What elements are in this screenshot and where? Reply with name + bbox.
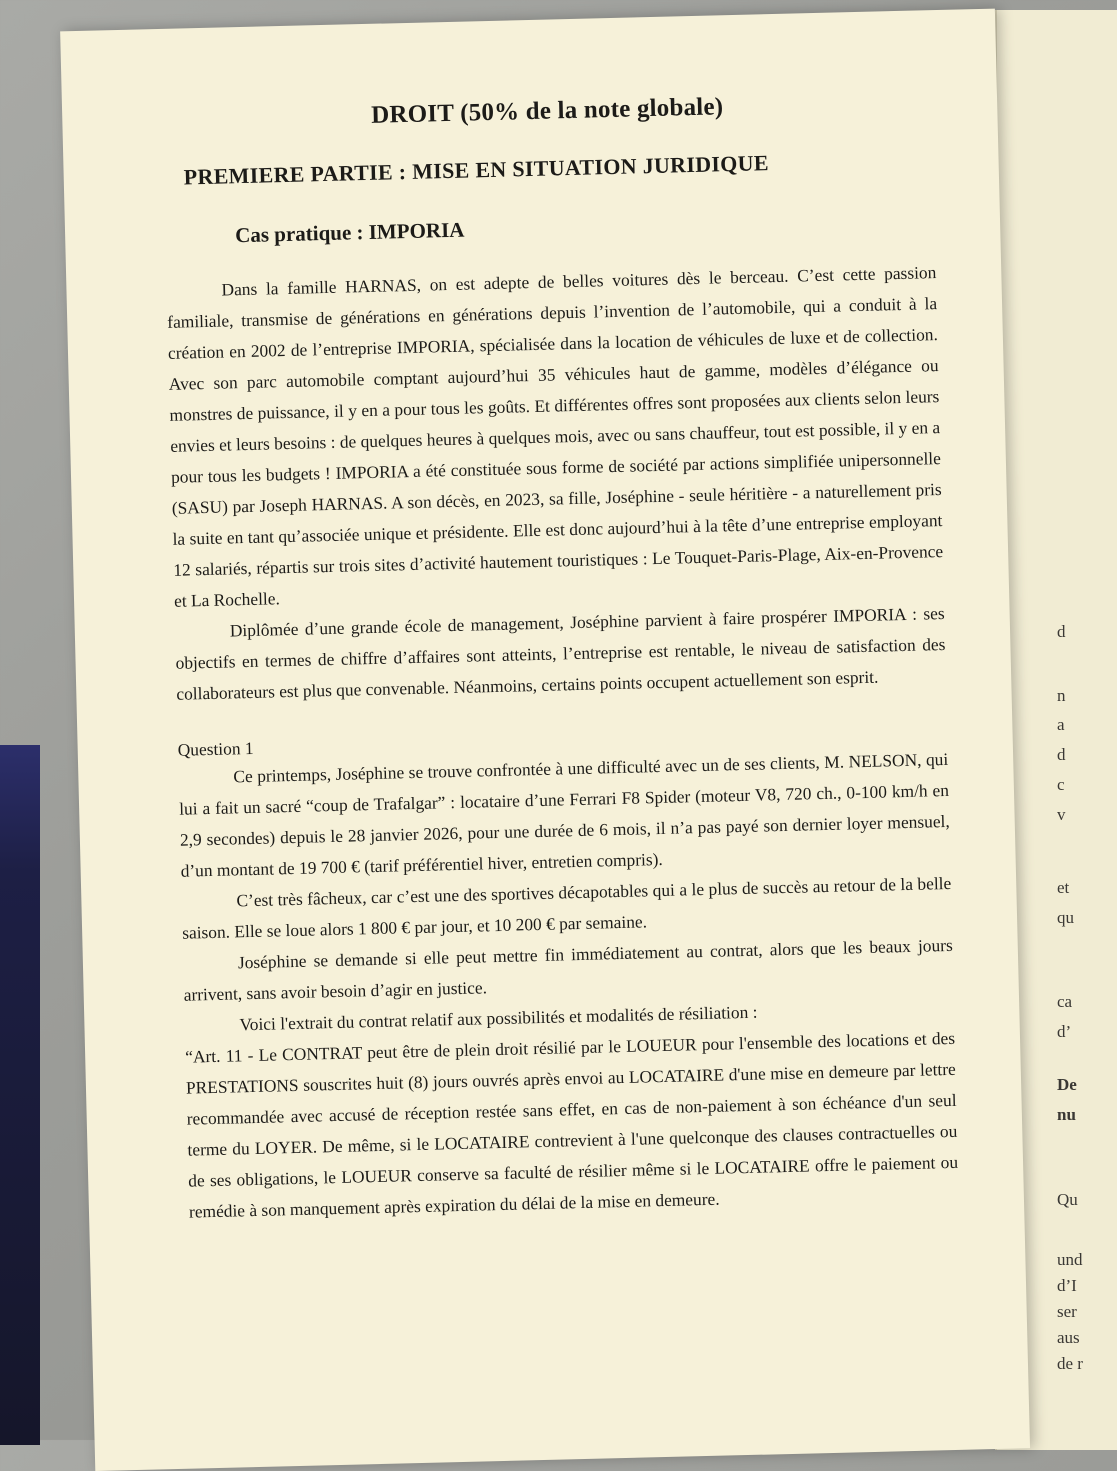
adjacent-text: c xyxy=(1057,775,1065,794)
adjacent-text: nu xyxy=(1057,1105,1076,1124)
adjacent-text: De xyxy=(1057,1075,1077,1094)
page-content xyxy=(162,88,959,1227)
background-object xyxy=(0,745,40,1445)
adjacent-text: und xyxy=(1057,1250,1083,1269)
adjacent-text: d’I xyxy=(1057,1276,1077,1295)
adjacent-text: d xyxy=(1057,622,1066,641)
intro-paragraph: Diplômée d’une grande école de management, Joséphine parvient à faire prospérer IMPORIA : ses objectifs en termes de chiffre d’affaires sont atteints, l’entreprise est rentable, le niveau de satisfaction des collaborateurs est plus que convenable. Néanmoins, certains points occupent actuellement son esprit. xyxy=(175,602,946,704)
adjacent-text: qu xyxy=(1057,908,1074,927)
document-page xyxy=(60,9,1030,1471)
adjacent-text: d’ xyxy=(1057,1022,1072,1041)
adjacent-text: et xyxy=(1057,878,1070,897)
document-title: DROIT (50% de la note globale) xyxy=(370,93,724,129)
intro-paragraph: Dans la famille HARNAS, on est adepte de belles voitures dès le berceau. C’est cette passion familiale, transmise de générations en générations depuis l’invention de l’automobile, qui a conduit à la création en 2002 de l’entreprise IMPORIA, spécialisée dans la location de véhicules de luxe et de collection. Avec son parc automobile comptant aujourd’hui 35 véhicules haut de gamme, modèles d’élégance ou monstres de puissance, il y en a pour tous les goûts. Et différentes offres sont proposées aux clients selon leurs envies et leurs besoins : de quelques heures à quelques mois, avec ou sans chauffeur, tout est possible, il y en a pour tous les budgets ! IMPORIA a été constituée sous forme de société par actions simplifiée unipersonnelle (SASU) par Joseph HARNAS. A son décès, en 2023, sa fille, Joséphine - seule héritière - a naturellement pris la suite en tant qu’associée unique et présidente. Elle est donc aujourd’hui à la tête d’une entreprise employant 12 salariés, répartis sur trois sites d’activité hautement touristiques : Le Touquet-Paris-Plage, Aix-en-Provence et La Rochelle. xyxy=(167,262,944,611)
adjacent-text: aus xyxy=(1057,1328,1080,1347)
case-title: Cas pratique : IMPORIA xyxy=(234,217,465,248)
part-heading: PREMIERE PARTIE : MISE EN SITUATION JURIDIQUE xyxy=(183,150,770,190)
question-paragraph: Voici l'extrait du contrat relatif aux possibilités et modalités de résiliation : xyxy=(239,1001,758,1035)
adjacent-text: v xyxy=(1057,805,1066,824)
question-paragraph: Joséphine se demande si elle peut mettre fin immédiatement au contrat, alors que les beaux jours arrivent, sans avoir besoin d’agir en justice. xyxy=(183,934,953,1005)
adjacent-text: ca xyxy=(1057,992,1073,1011)
adjacent-text: a xyxy=(1057,715,1065,734)
question-label: Question 1 xyxy=(177,737,254,760)
question-paragraph: C’est très fâcheux, car c’est une des sportives décapotables qui a le plus de succès au retour de la belle saison. Elle se loue alors 1 800 € par jour, et 10 200 € par semaine. xyxy=(181,872,952,943)
adjacent-text: de r xyxy=(1057,1354,1083,1373)
adjacent-text: Qu xyxy=(1057,1190,1078,1209)
question-paragraph: Ce printemps, Joséphine se trouve confrontée à une difficulté avec un de ses clients, M. NELSON, qui lui a fait un sacré “coup de Trafalgar” : locataire d’une Ferrari F8 Spider (moteur V8, 720 ch., 0-100 km/h en 2,9 secondes) depuis le 28 janvier 2026, pour une durée de 6 mois, il n’a pas payé son dernier loyer mensuel, d’un montant de 19 700 € (tarif préférentiel hiver, entretien compris). xyxy=(178,748,950,881)
contract-extract: “Art. 11 - Le CONTRAT peut être de plein droit résilié par le LOUEUR pour l'ensemble des locations et des PRESTATIONS souscrites huit (8) jours ouvrés après envoi au LOCATAIRE d'une mise en demeure par lettre recommandée avec accusé de réception restée sans effet, en cas de non-paiement à son échéance d'un seul terme du LOYER. De même, si le LOCATAIRE contrevient à l'une quelconque des clauses contractuelles ou de ses obligations, le LOUEUR conserve sa faculté de résilier même si le LOCATAIRE offre le paiement ou remédie à son manquement après expiration du délai de la mise en demeure. xyxy=(184,1027,959,1222)
adjacent-text: ser xyxy=(1057,1302,1077,1321)
adjacent-text: d xyxy=(1057,745,1066,764)
adjacent-text: n xyxy=(1057,686,1066,705)
